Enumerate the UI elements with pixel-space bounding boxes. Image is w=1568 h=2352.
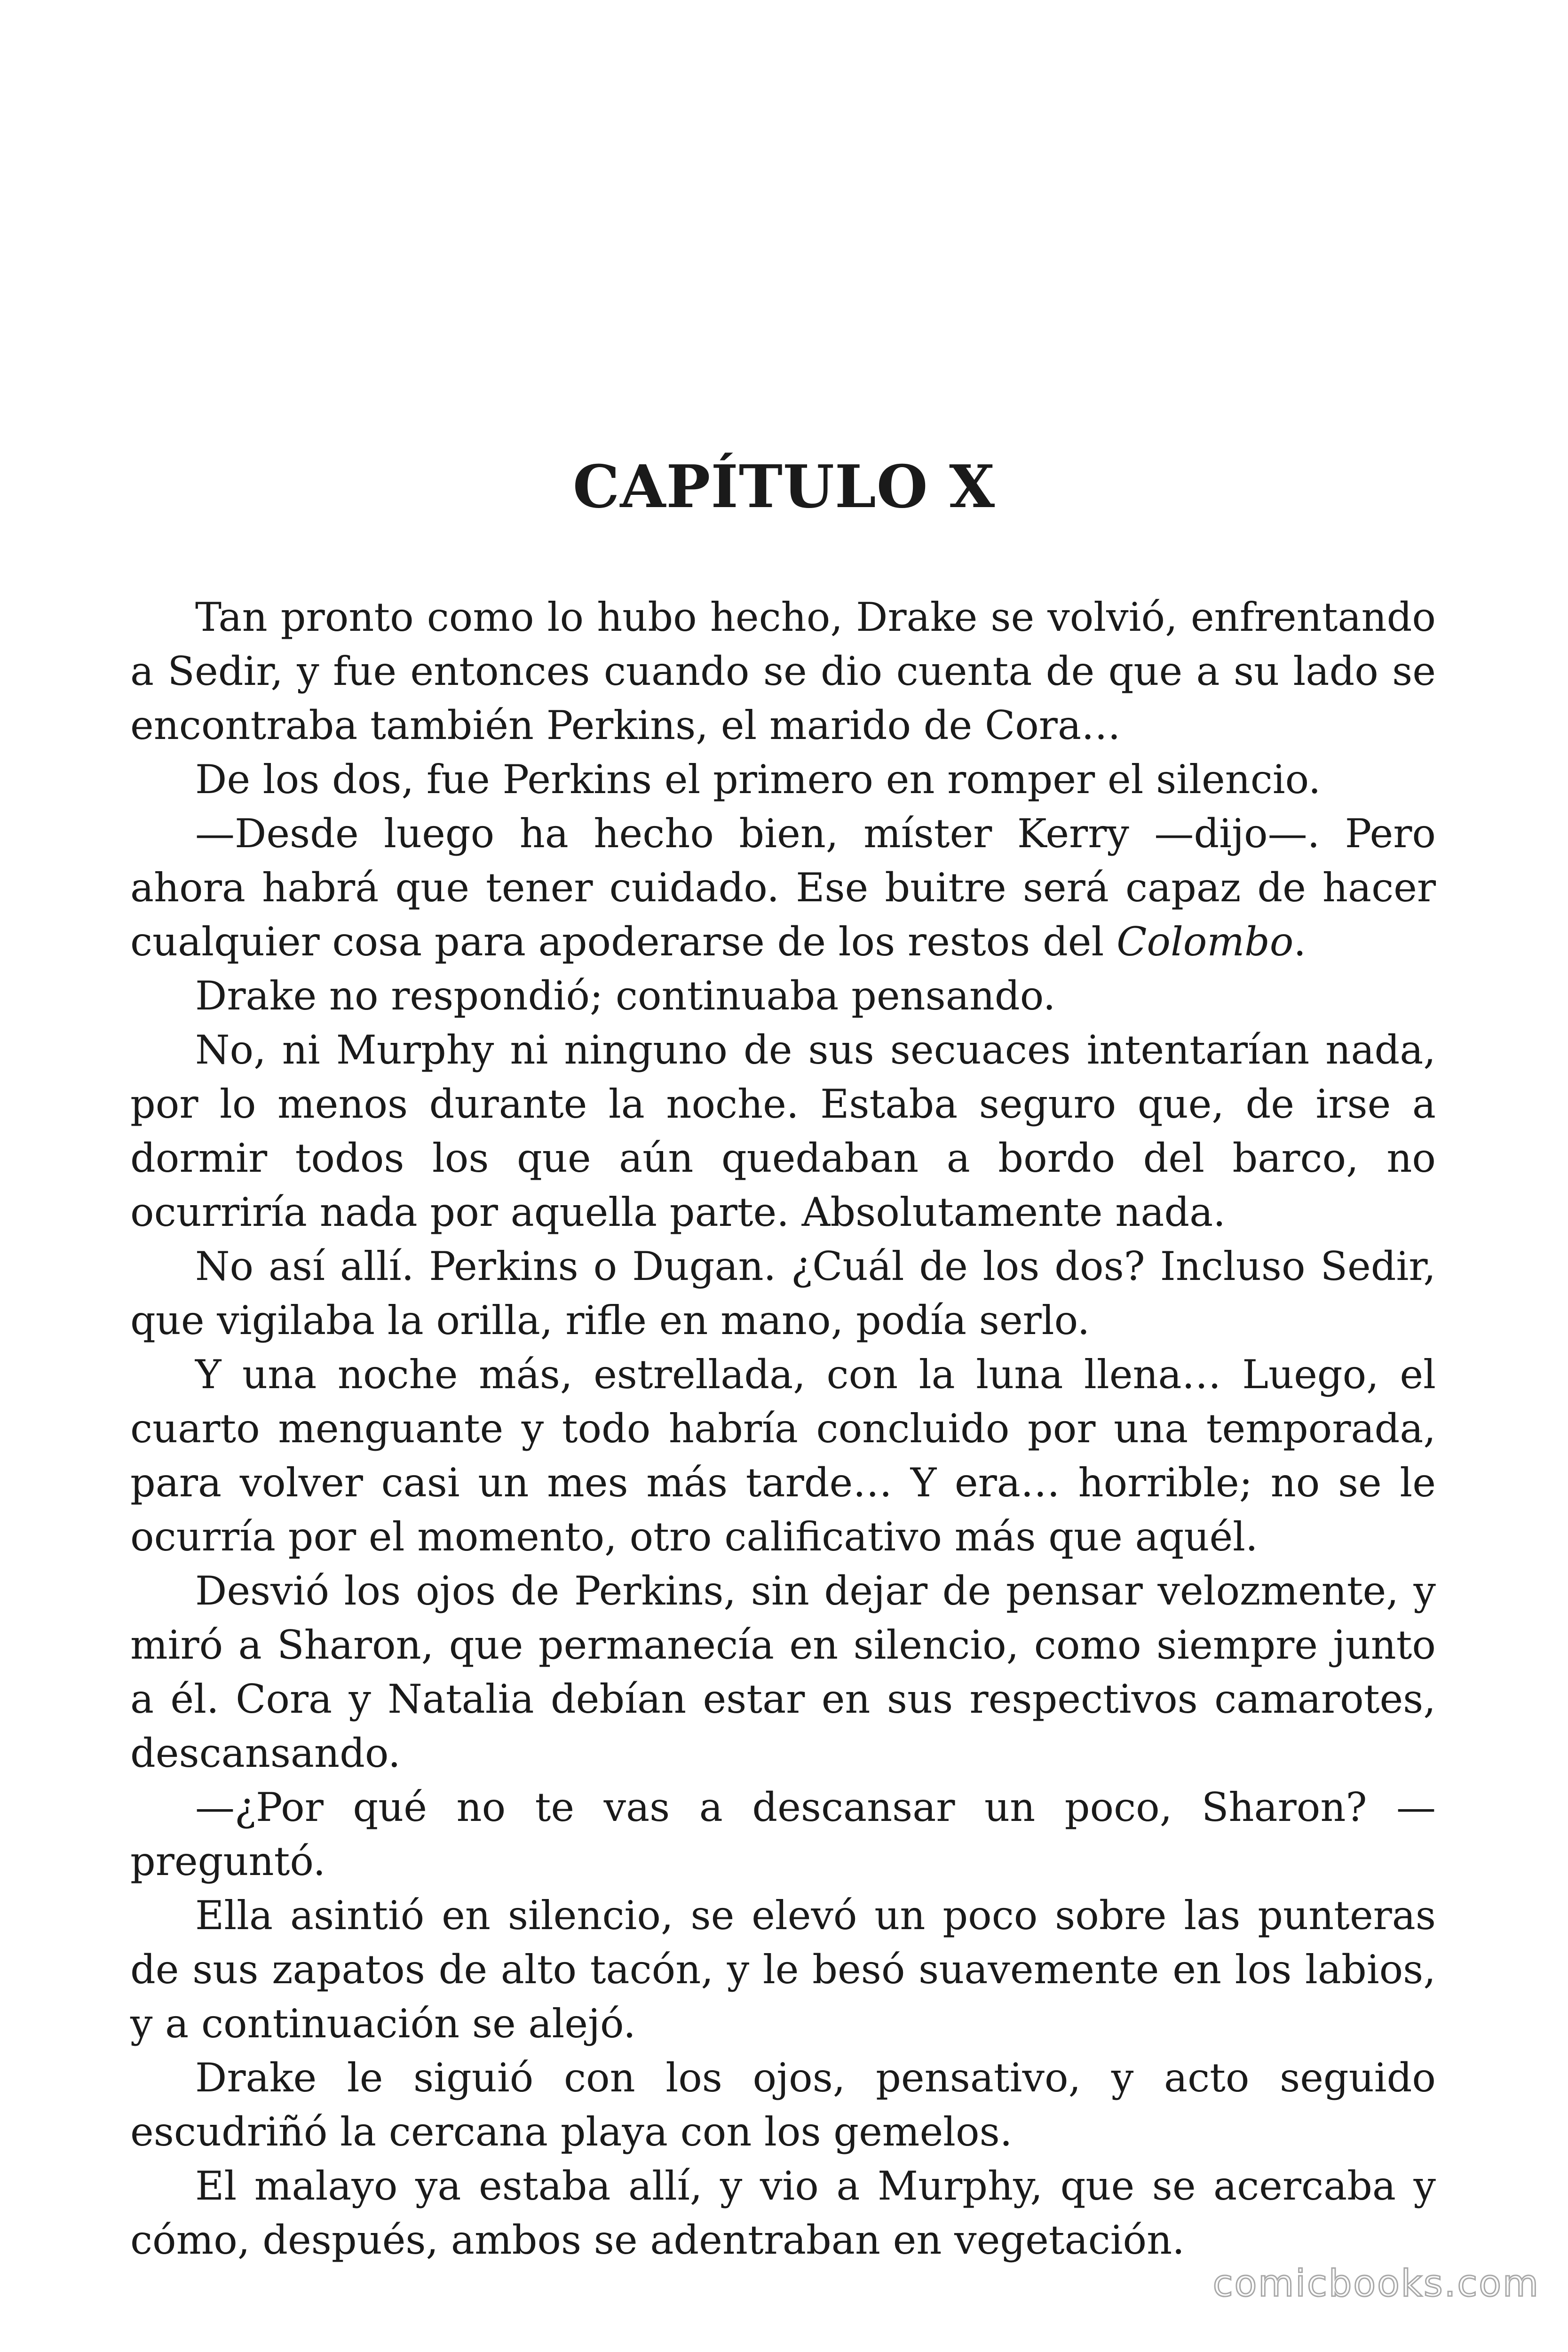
paragraph-2: De los dos, fue Perkins el primero en romper el silencio.: [195, 756, 1321, 803]
paragraph-10: Ella asintió en silencio, se elevó un poco sobre las punteras de sus zapatos de alto tacón, y le besó suavemente en los labios, y a continuación se alejó.: [130, 1892, 1436, 2047]
paragraph-1: Tan pronto como lo hubo hecho, Drake se volvió, enfrentando a Sedir, y fue entonces cuando se dio cuenta de que a su lado se encontraba también Perkins, el marido de Cora…: [130, 594, 1436, 748]
watermark: comicbooks.com: [1212, 2263, 1540, 2305]
paragraph-12: El malayo ya estaba allí, y vio a Murphy, que se acercaba y cómo, después, ambos se adentraban en vegetación.: [130, 2163, 1436, 2263]
paragraph-9: —¿Por qué no te vas a descansar un poco, Sharon? —preguntó.: [130, 1784, 1436, 1884]
paragraph-5: No, ni Murphy ni ninguno de sus secuaces intentarían nada, por lo menos durante la noche. Estaba seguro que, de irse a dormir todos los que aún quedaban a bordo del barco, no ocurriría nada por aquella parte. Absolutamente nada.: [130, 1027, 1436, 1235]
paragraph-7: Y una noche más, estrellada, con la luna llena… Luego, el cuarto menguante y todo habría concluido por una temporada, para volver casi un mes más tarde… Y era… horrible; no se le ocurría por el momento, otro calificativo más que aquél.: [130, 1351, 1436, 1560]
paragraph-6: No así allí. Perkins o Dugan. ¿Cuál de los dos? Incluso Sedir, que vigilaba la orilla, rifle en mano, podía serlo.: [130, 1243, 1436, 1343]
paragraph-8: Desvió los ojos de Perkins, sin dejar de pensar velozmente, y miró a Sharon, que permanecía en silencio, como siempre junto a él. Cora y Natalia debían estar en sus respectivos camarotes, descansando.: [130, 1568, 1436, 1776]
paragraph-3: [130, 807, 1436, 969]
paragraph-4: Drake no respondió; continuaba pensando.: [195, 973, 1056, 1019]
chapter-title: CAPÍTULO X: [572, 453, 996, 521]
chapter-body: [130, 590, 1436, 2267]
paragraph-11: Drake le siguió con los ojos, pensativo, y acto seguido escudriñó la cercana playa con los gemelos.: [130, 2055, 1436, 2155]
ship-name-italic: Colombo: [1117, 919, 1294, 965]
paragraph-3-end: .: [1293, 919, 1307, 965]
paragraph-3-text: —Desde luego ha hecho bien, míster Kerry —dijo—. Pero ahora habrá que tener cuidado. Ese buitre será capaz de hacer cualquier cosa para apoderarse de los restos del: [130, 810, 1436, 965]
